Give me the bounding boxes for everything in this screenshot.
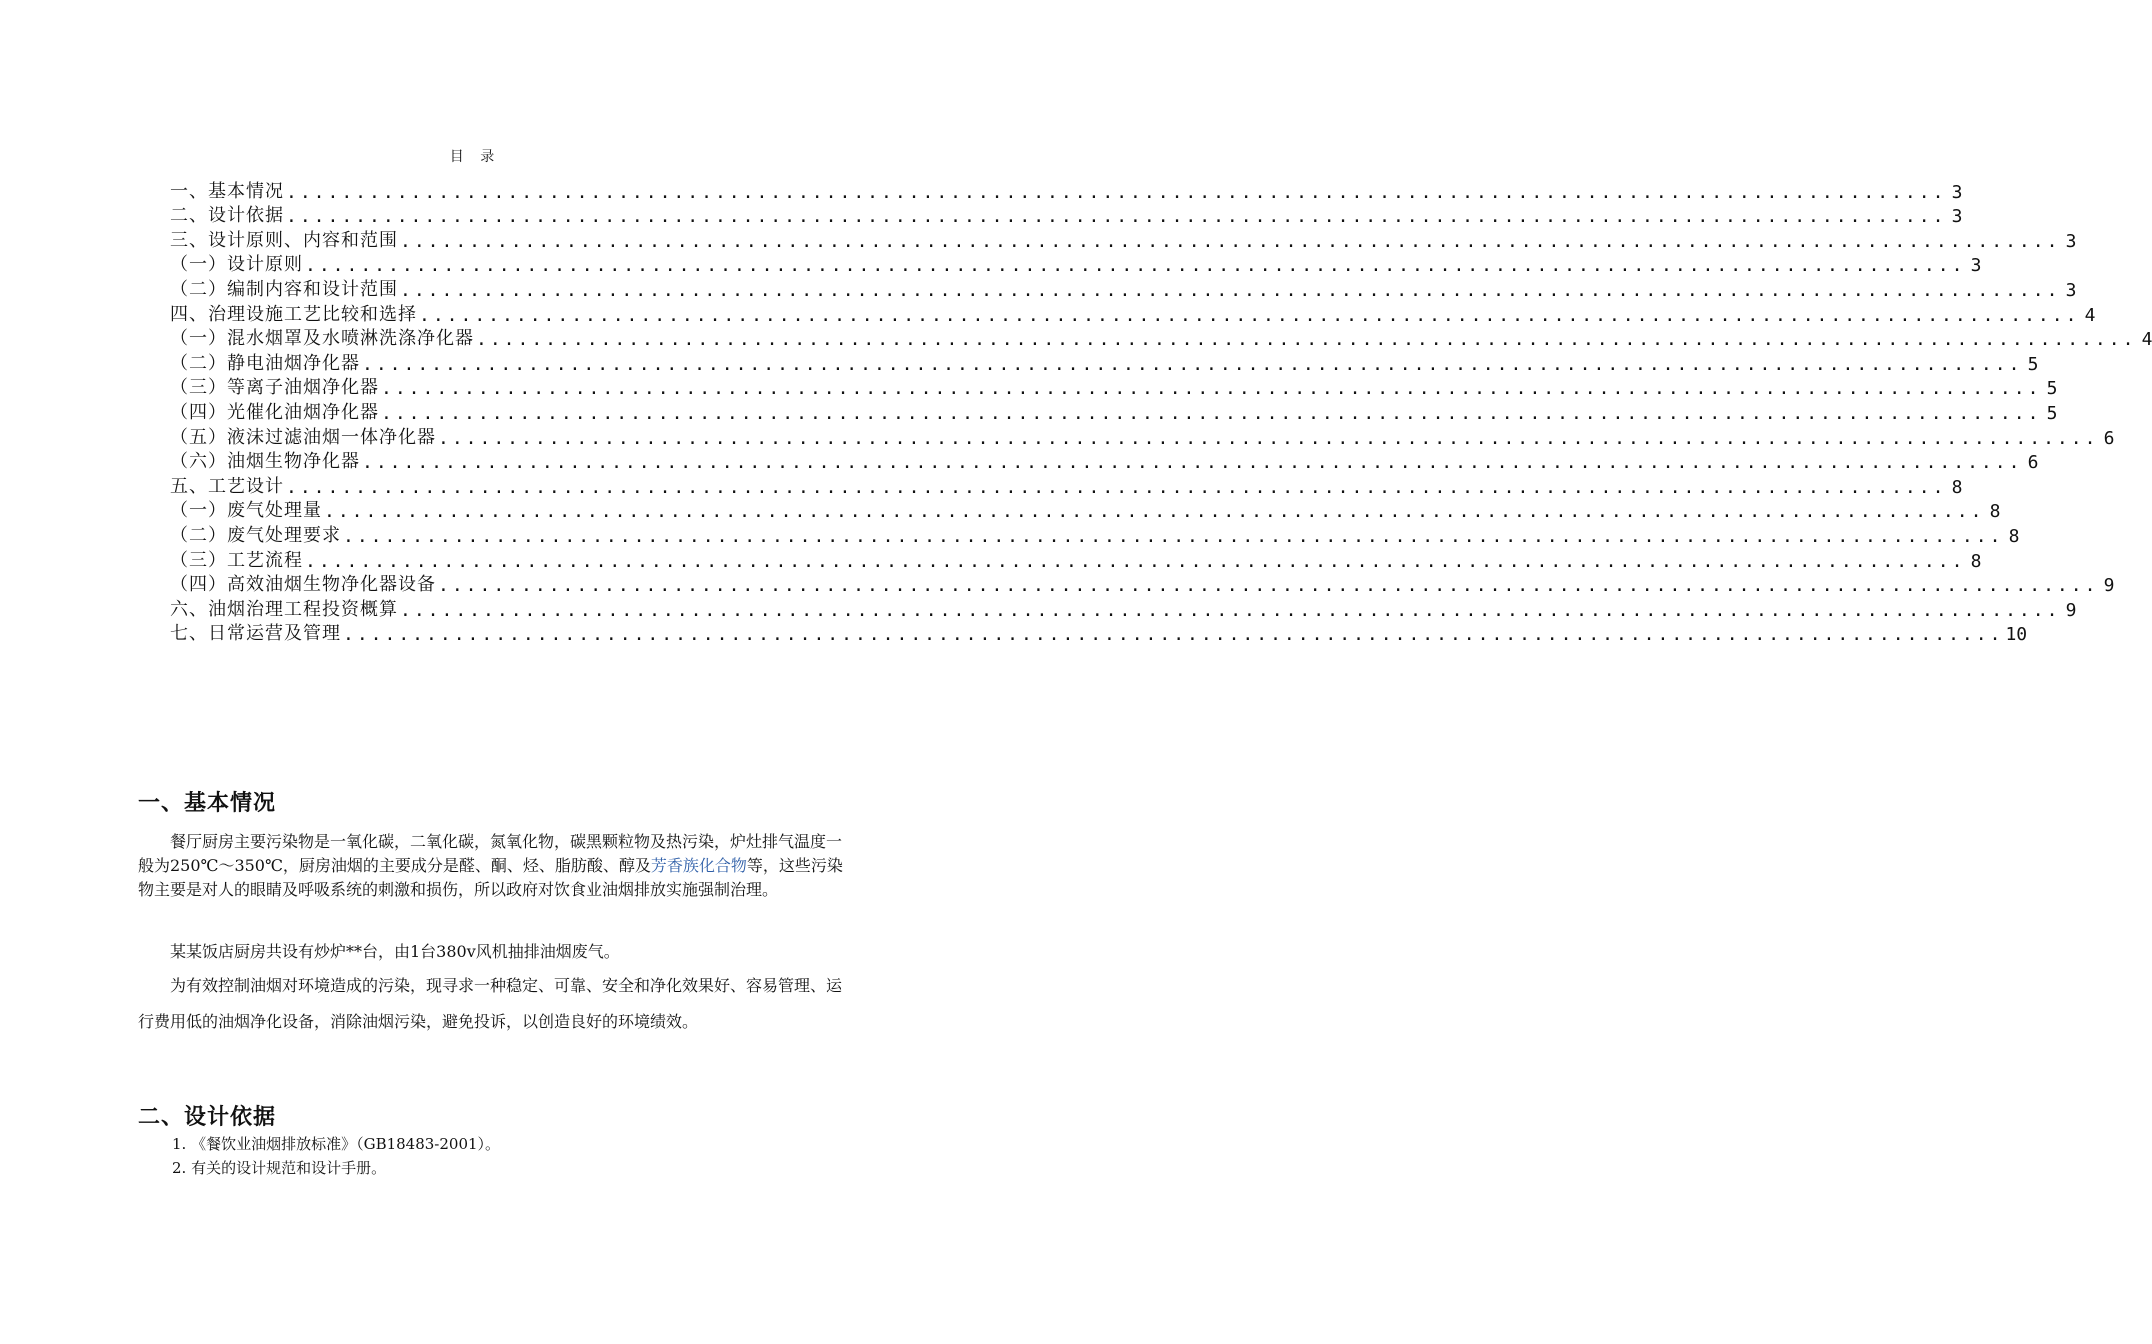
toc-entry[interactable]	[170, 522, 2020, 547]
toc-entry[interactable]	[170, 473, 1963, 498]
toc-entry-label: 二、设计依据	[170, 205, 284, 227]
toc-dot-leader: ........................................................................................................................	[438, 427, 2099, 449]
toc-entry[interactable]	[170, 252, 1982, 277]
toc-entry-label: （一）废气处理量	[170, 500, 322, 522]
paragraph-pollutants	[138, 830, 850, 902]
toc-dot-leader: ........................................................................................................................	[381, 378, 2042, 400]
toc-dot-leader: ........................................................................................................................	[400, 599, 2061, 621]
toc-entry-label: （四）高效油烟生物净化器设备	[170, 574, 436, 596]
paragraph-pollutants-text-1: 餐厅厨房主要污染物是一氧化碳，二氧化碳，氮氧化物，碳黑颗粒物及热污染，炉灶排气温度一般为250℃～350℃，厨房油烟的主要成分是醛、酮、烃、脂肪酸、醇及	[138, 832, 843, 875]
toc-entry[interactable]	[170, 547, 1982, 572]
paragraph-goal: 为有效控制油烟对环境造成的污染，现寻求一种稳定、可靠、安全和净化效果好、容易管理、运行费用低的油烟净化设备，消除油烟污染，避免投诉，以创造良好的环境绩效。	[138, 976, 843, 1031]
toc-entry-page: 8	[1970, 550, 1982, 572]
toc-entry-page: 8	[1989, 501, 2001, 523]
paragraph-pollutants-text-2: 等，这些污染物主要是对人的眼睛及呼吸系统的刺激和损伤，所以政府对饮食业油烟排放实施强制治理。	[138, 856, 843, 899]
paragraph-restaurant: 某某饭店厨房共设有炒炉**台，由1台380v风机抽排油烟废气。	[138, 942, 620, 961]
toc-entry[interactable]	[170, 572, 2115, 597]
toc-entry[interactable]	[170, 350, 2039, 375]
toc-entry-page: 3	[1970, 255, 1982, 277]
toc-entry[interactable]	[170, 326, 2152, 351]
toc-entry-page: 4	[2084, 304, 2096, 326]
toc-entry[interactable]	[170, 227, 2077, 252]
toc-dot-leader: ........................................................................................................................	[343, 624, 2004, 646]
toc-entry-label: 五、工艺设计	[170, 475, 284, 497]
table-of-contents	[170, 178, 2152, 646]
toc-entry-label: （二）静电油烟净化器	[170, 352, 360, 374]
toc-dot-leader: ........................................................................................................................	[438, 575, 2099, 597]
toc-dot-leader: ........................................................................................................................	[305, 550, 1966, 572]
toc-entry-page: 3	[1951, 181, 1963, 203]
toc-entry-label: （一）设计原则	[170, 254, 303, 276]
toc-entry-label: （六）油烟生物净化器	[170, 451, 360, 473]
toc-dot-leader: ........................................................................................................................	[343, 525, 2004, 547]
toc-dot-leader: ........................................................................................................................	[324, 501, 1985, 523]
toc-entry-label: 七、日常运营及管理	[170, 623, 341, 645]
toc-dot-leader: ........................................................................................................................	[400, 279, 2061, 301]
toc-entry[interactable]	[170, 424, 2115, 449]
toc-dot-leader: ........................................................................................................................	[286, 181, 1947, 203]
toc-entry-label: （五）液沫过滤油烟一体净化器	[170, 426, 436, 448]
toc-entry[interactable]	[170, 178, 1963, 203]
toc-dot-leader: ........................................................................................................................	[419, 304, 2080, 326]
toc-entry-label: 一、基本情况	[170, 180, 284, 202]
toc-title: 目 录	[449, 149, 501, 165]
toc-entry-label: 三、设计原则、内容和范围	[170, 229, 398, 251]
section-heading-basic-info: 一、基本情况	[138, 791, 277, 816]
toc-dot-leader: ........................................................................................................................	[286, 476, 1947, 498]
toc-entry-label: （四）光催化油烟净化器	[170, 401, 379, 423]
toc-entry-label: （三）工艺流程	[170, 549, 303, 571]
toc-dot-leader: ........................................................................................................................	[362, 452, 2023, 474]
toc-entry-page: 3	[2065, 230, 2077, 252]
toc-entry[interactable]	[170, 399, 2058, 424]
toc-entry-page: 5	[2027, 353, 2039, 375]
toc-entry-page: 8	[1951, 476, 1963, 498]
toc-entry[interactable]	[170, 498, 2001, 523]
list-item: 1. 《餐饮业油烟排放标准》（GB18483-2001）。	[172, 1135, 501, 1153]
toc-dot-leader: ........................................................................................................................	[381, 402, 2042, 424]
toc-entry-page: 9	[2065, 599, 2077, 621]
aromatic-compounds-link[interactable]: 芳香族化合物	[650, 856, 747, 875]
toc-entry-page: 8	[2008, 525, 2020, 547]
toc-dot-leader: ........................................................................................................................	[362, 353, 2023, 375]
list-item: 2. 有关的设计规范和设计手册。	[172, 1159, 387, 1177]
toc-entry-label: （三）等离子油烟净化器	[170, 377, 379, 399]
toc-entry-page: 9	[2103, 575, 2115, 597]
toc-entry-page: 10	[2005, 624, 2028, 646]
toc-dot-leader: ........................................................................................................................	[400, 230, 2061, 252]
toc-dot-leader: ........................................................................................................................	[286, 206, 1947, 228]
toc-entry-page: 6	[2103, 427, 2115, 449]
toc-entry[interactable]	[170, 596, 2077, 621]
toc-entry[interactable]	[170, 276, 2077, 301]
toc-entry[interactable]	[170, 301, 2096, 326]
toc-entry-page: 4	[2141, 329, 2152, 351]
toc-entry-page: 3	[1951, 206, 1963, 228]
toc-entry-page: 6	[2027, 452, 2039, 474]
toc-entry-label: （一）混水烟罩及水喷淋洗涤净化器	[170, 328, 474, 350]
design-basis-list	[172, 1132, 500, 1180]
toc-entry[interactable]	[170, 203, 1963, 228]
section-heading-design-basis: 二、设计依据	[138, 1105, 277, 1130]
toc-entry-page: 5	[2046, 378, 2058, 400]
toc-entry-page: 5	[2046, 402, 2058, 424]
toc-entry[interactable]	[170, 449, 2039, 474]
toc-entry-label: （二）废气处理要求	[170, 524, 341, 546]
toc-entry-label: 四、治理设施工艺比较和选择	[170, 303, 417, 325]
toc-entry[interactable]	[170, 621, 2028, 646]
toc-entry[interactable]	[170, 375, 2058, 400]
toc-entry-page: 3	[2065, 279, 2077, 301]
toc-entry-label: （二）编制内容和设计范围	[170, 278, 398, 300]
toc-dot-leader: ........................................................................................................................	[476, 329, 2137, 351]
toc-entry-label: 六、油烟治理工程投资概算	[170, 598, 398, 620]
toc-dot-leader: ........................................................................................................................	[305, 255, 1966, 277]
